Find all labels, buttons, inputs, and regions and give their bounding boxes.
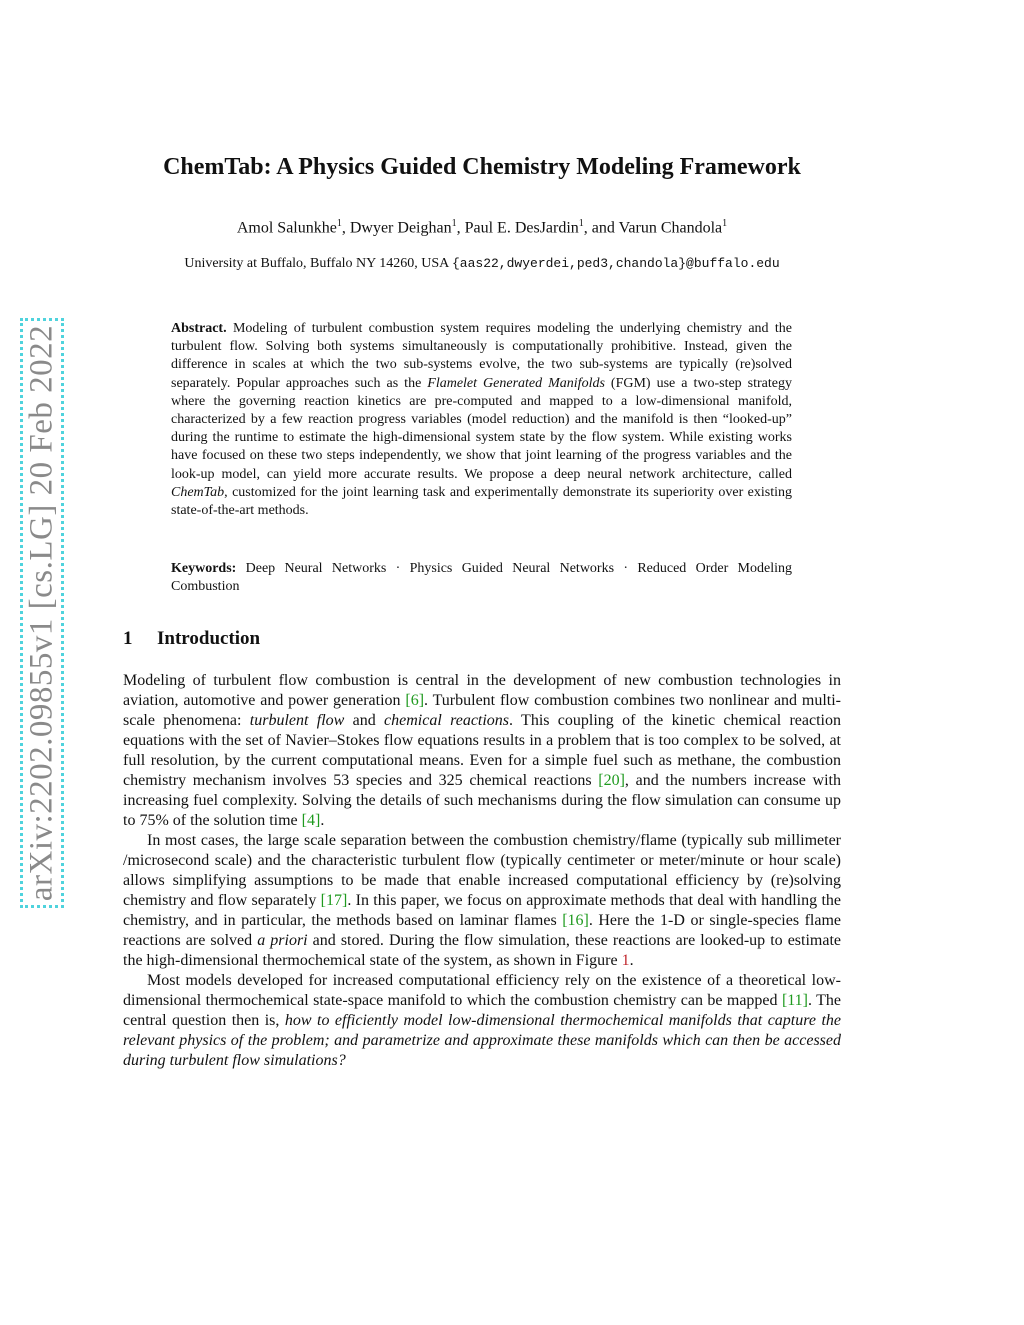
author-name: Amol Salunkhe [236, 219, 337, 237]
citation-link[interactable]: [20] [598, 772, 625, 789]
paragraph-text: Most models developed for increased computational efficiency rely on the existence of a theoretical low-dimensional thermochemical state-space manifold to which the combustion chemistry can be mapped [123, 972, 841, 1009]
citation-link[interactable]: [6] [405, 692, 425, 709]
keywords [171, 560, 792, 596]
abstract [171, 320, 792, 520]
paragraph-text: . The central question then is, [123, 992, 841, 1029]
citation-link[interactable]: [16] [562, 912, 589, 929]
paragraph [123, 671, 841, 831]
paragraph-text: . [320, 812, 325, 829]
affiliation-line [123, 256, 841, 272]
author-name: Varun Chandola [618, 219, 723, 237]
affiliation-marker: 1 [336, 218, 342, 229]
author-separator: , and [583, 219, 619, 237]
paragraph-text: and stored. During the flow simulation, these reactions are looked-up to estimate the high-dimensional thermochemical state of the system, as shown in Figure [123, 932, 842, 969]
author-name: Paul E. DesJardin [464, 219, 579, 237]
keywords-label: Keywords: [171, 561, 237, 576]
paragraph [123, 971, 841, 1071]
section-title: Introduction [157, 628, 261, 649]
abstract-emphasis: Flamelet Generated Manifolds [427, 375, 605, 391]
paragraph-text: , and the numbers increase with increasing fuel complexity. Solving the details of such mechanisms during the flow simulation can consume up to 75% of the solution time [123, 772, 841, 829]
paragraph-text: . Here the 1-D or single-species flame reactions are solved [123, 912, 842, 949]
keywords-text: Deep Neural Networks · Physics Guided Neural Networks · Reduced Order Modeling Combustion [171, 561, 793, 595]
author-name: Dwyer Deighan [349, 219, 452, 237]
emphasis: turbulent flow [249, 712, 345, 729]
emphasis: how to efficiently model low-dimensional thermochemical manifolds that capture the relevant physics of the problem; and parametrize and approximate these manifolds which can then be accessed during turbulent flow simulations? [123, 1012, 841, 1069]
citation-link[interactable]: [11] [781, 992, 808, 1009]
affiliation-marker: 1 [451, 218, 457, 229]
emphasis: chemical reactions [384, 712, 510, 729]
abstract-text: Modeling of turbulent combustion system requires modeling the underlying chemistry and the turbulent flow. Solving both systems simultaneously is computationally prohibitive. Instead, given the difference in scales at which the two sub-systems evolve, the two sub-systems are typically (re)solved separately. Popular approaches such as the [171, 321, 793, 391]
section-number: 1 [123, 628, 133, 649]
abstract-label: Abstract. [171, 321, 227, 336]
author-emails: {aas22,dwyerdei,ped3,chandola}@buffalo.edu [452, 256, 780, 271]
arxiv-identifier-stamp [20, 318, 64, 908]
paragraph-text: . In this paper, we focus on approximate methods that deal with handling the chemistry, and in particular, the methods based on laminar flames [123, 892, 841, 929]
paragraph-text: . Turbulent flow combustion combines two nonlinear and multi-scale phenomena: [123, 692, 841, 729]
author-separator: , [341, 219, 350, 237]
citation-link[interactable]: [4] [301, 812, 321, 829]
author-list [123, 218, 841, 237]
paragraph-text: . This coupling of the kinetic chemical reaction equations with the set of Navier–Stokes flow equations results in a problem that is too complex to be solved, at full resolution, by the current computational means. Even for a simple fuel such as methane, the combustion chemistry mechanism involves 53 species and 325 chemical reactions [123, 712, 842, 789]
introduction-body [123, 671, 841, 1071]
paragraph [123, 831, 841, 971]
paragraph-text: In most cases, the large scale separation between the combustion chemistry/flame (typically sub millimeter /microsecond scale) and the characteristic turbulent flow (typically centimeter or meter/minute or hour scale) allows simplifying assumptions to be made that enable increased computational efficiency by (re)solving chemistry and flow separately [123, 832, 841, 909]
paragraph-text: and [344, 712, 385, 729]
affiliation-marker: 1 [722, 218, 728, 229]
paragraph-text: Modeling of turbulent flow combustion is central in the development of new combustion technologies in aviation, automotive and power generation [123, 672, 841, 709]
arxiv-identifier-text: arXiv:2202.09855v1 [cs.LG] 20 Feb 2022 [23, 324, 60, 902]
abstract-text: (FGM) use a two-step strategy where the governing reaction kinetics are pre-computed and mapped to a low-dimensional manifold, characterized by a few reaction progress variables (model reduction) and the manifold is then “looked-up” during the runtime to estimate the high-dimensional system state by the flow system. While existing works have focused on these two steps independently, we show that joint learning of the progress variables and the look-up model, can yield more accurate results. We propose a deep neural network architecture, called [171, 375, 792, 482]
affiliation-marker: 1 [578, 218, 584, 229]
institution: University at Buffalo, Buffalo NY 14260, USA [184, 256, 449, 271]
section-heading [123, 628, 260, 650]
abstract-text: , customized for the joint learning task and experimentally demonstrate its superiority over existing state-of-the-art methods. [171, 484, 792, 519]
author-separator: , [456, 219, 465, 237]
emphasis: a priori [257, 932, 308, 949]
paper-title: ChemTab: A Physics Guided Chemistry Modeling Framework [163, 154, 801, 180]
abstract-emphasis: ChemTab [171, 484, 225, 500]
figure-reference-link[interactable]: 1 [621, 952, 630, 969]
citation-link[interactable]: [17] [320, 892, 348, 909]
paragraph-text: . [629, 952, 634, 969]
